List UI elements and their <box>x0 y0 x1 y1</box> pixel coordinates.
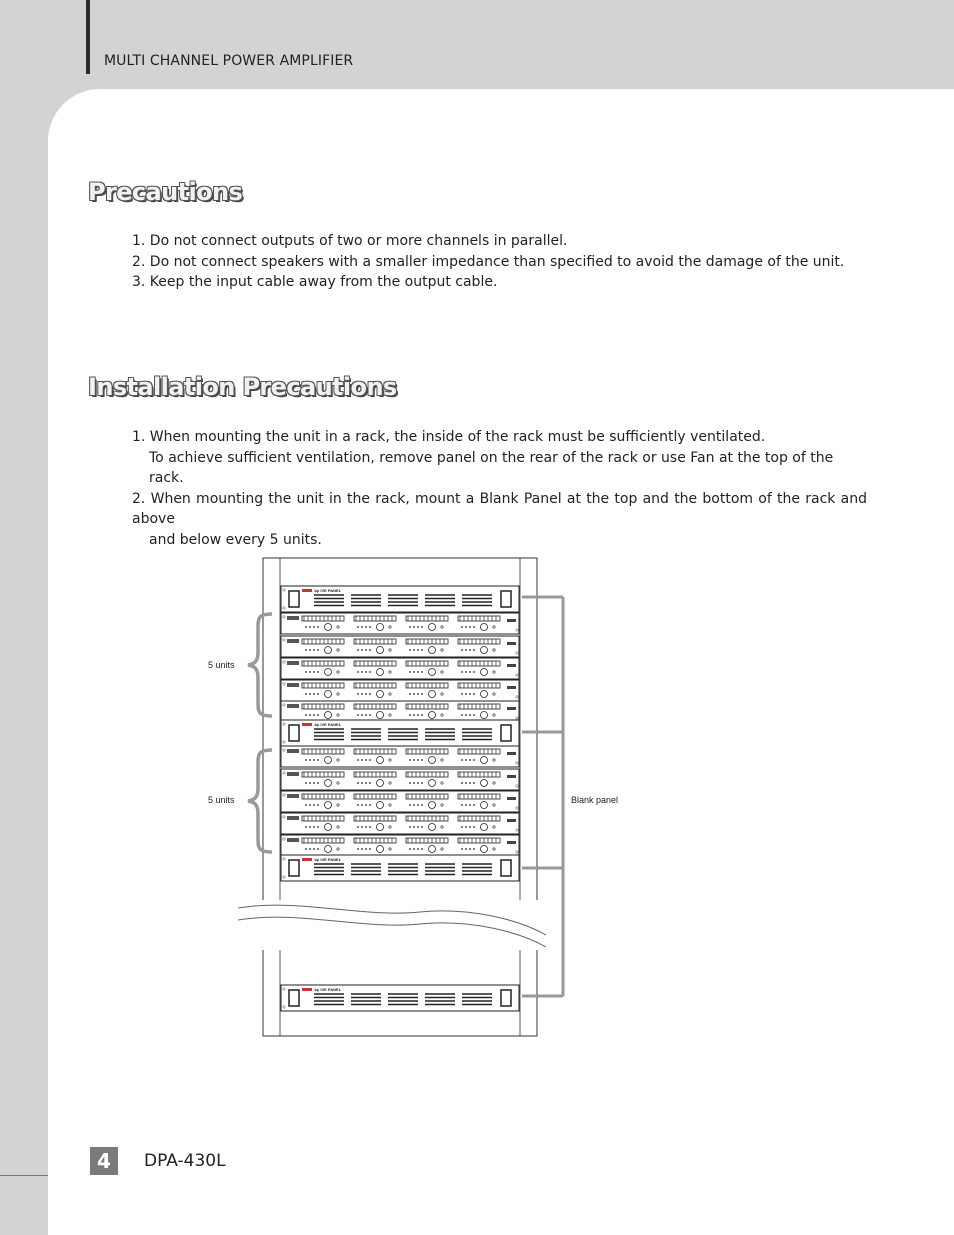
installation-item-2-line-2: and below every 5 units. <box>149 531 322 548</box>
amplifier-unit <box>281 835 519 856</box>
amplifier-unit <box>281 791 519 812</box>
installation-item-2-line-1: 2. When mounting the unit in the rack, mount a Blank Panel at the top and the bottom of the rack and above <box>132 490 867 527</box>
blank-panel-name: 1ψ IVE PANEL <box>314 722 342 727</box>
installation-item-1-line-2: To achieve sufficient ventilation, remove panel on the rear of the rack or use Fan at the top of the rack. <box>149 449 834 486</box>
blank-panel-unit <box>281 855 519 881</box>
precautions-title: Precautions <box>88 178 243 206</box>
amplifier-unit <box>281 636 519 657</box>
amplifier-unit <box>281 658 519 679</box>
precaution-item-3: 3. Keep the input cable away from the output cable. <box>132 274 498 290</box>
blank-panel-name: 1ψ IVE PANEL <box>314 857 342 862</box>
amplifier-unit <box>281 746 519 767</box>
footer-model: DPA-430L <box>144 1151 226 1171</box>
label-blank-panel: Blank panel <box>571 795 619 805</box>
precaution-item-2: 2. Do not connect speakers with a smaller impedance than specified to avoid the damage of the unit. <box>132 253 845 270</box>
label-top-group: 5 units <box>208 660 235 670</box>
blank-panel-unit <box>281 586 519 612</box>
blank-panel-unit <box>281 985 519 1011</box>
installation-title: Installation Precautions <box>88 373 397 401</box>
footer-rule <box>0 1175 48 1176</box>
header-title: MULTI CHANNEL POWER AMPLIFIER <box>104 53 354 69</box>
installation-item-1-line-1: 1. When mounting the unit in a rack, the inside of the rack must be sufficiently ventilated. <box>132 429 766 445</box>
blank-panel-name: 1ψ IVE PANEL <box>314 987 342 992</box>
amplifier-unit <box>281 680 519 701</box>
label-bottom-group: 5 units <box>208 795 235 805</box>
amplifier-unit <box>281 769 519 790</box>
page-number-badge: 4 <box>90 1147 118 1175</box>
amplifier-unit <box>281 613 519 634</box>
amplifier-unit <box>281 701 519 722</box>
brace-bottom-group <box>248 750 272 852</box>
precaution-item-1: 1. Do not connect outputs of two or more channels in parallel. <box>132 233 568 249</box>
blank-panel-name: 1ψ IVE PANEL <box>314 588 342 593</box>
amplifier-unit <box>281 813 519 834</box>
blank-panel-unit <box>281 720 519 746</box>
brace-top-group <box>248 614 272 716</box>
